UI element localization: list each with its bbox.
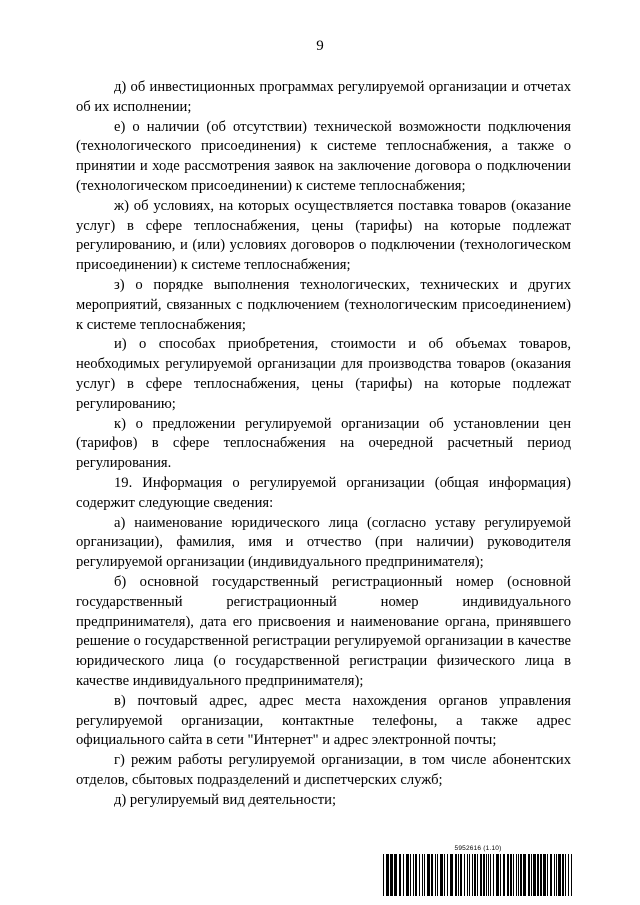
paragraph-b-registration-number: б) основной государственный регистрационный номер (основной государственный регистрационный номер индивидуального предпринимателя), дата его присвоения и наименование органа, принявшего решение о государственной регистрации регулируемой организации в качестве юридического лица (о государственной регистрации физического лица в качестве индивидуального предпринимателя);: [76, 573, 571, 689]
paragraph-k-tariff-proposal: к) о предложении регулируемой организации об установлении цен (тарифов) в сфере теплоснабжения на очередной расчетный период регулирования.: [76, 415, 571, 472]
paragraph-zh-supply-conditions: ж) об условиях, на которых осуществляется поставка товаров (оказание услуг) в сфере теплоснабжения, цены (тарифы) на которые подлежат регулированию, и (или) условиях договоров о подключении (технологическом присоединении) к системе теплоснабжения;: [76, 197, 571, 274]
document-body: [76, 78, 571, 810]
paragraph-i-procurement: и) о способах приобретения, стоимости и об объемах товаров, необходимых регулируемой организации для производства товаров (оказания услуг) в сфере теплоснабжения, цены (тарифы) на которые подлежат регулированию;: [76, 336, 571, 412]
paragraph-g-work-schedule: г) режим работы регулируемой организации, в том числе абонентских отделов, сбытовых подразделений и диспетчерских служб;: [76, 752, 571, 788]
paragraph-a-legal-name: а) наименование юридического лица (согласно уставу регулируемой организации), фамилия, имя и отчество (при наличии) руководителя регулируемой организации (индивидуального предпринимателя);: [76, 514, 571, 571]
barcode-caption: 5952616 (1.10): [454, 845, 502, 852]
paragraph-e-connection-capability: е) о наличии (об отсутствии) технической возможности подключения (технологического присоединения) к системе теплоснабжения, а также о принятии и ходе рассмотрения заявок на заключение договора о подключении (технологическом присоединении) к системе теплоснабжения;: [76, 118, 571, 194]
paragraph-d-investment-programs: д) об инвестиционных программах регулируемой организации и отчетах об их исполнении;: [76, 79, 571, 115]
paragraph-z-connection-procedure: з) о порядке выполнения технологических, технических и других мероприятий, связанных с подключением (технологическим присоединением) к системе теплоснабжения;: [76, 276, 571, 333]
page-number: 9: [316, 38, 324, 54]
paragraph-19-general-info: 19. Информация о регулируемой организации (общая информация) содержит следующие сведения:: [76, 474, 571, 511]
document-barcode: [383, 845, 573, 897]
paragraph-d-activity-type: д) регулируемый вид деятельности;: [114, 791, 336, 808]
paragraph-v-contact-details: в) почтовый адрес, адрес места нахождения органов управления регулируемой организации, контактные телефоны, а также адрес официального сайта в сети "Интернет" и адрес электронной почты;: [76, 692, 571, 749]
barcode-icon: [383, 854, 573, 896]
